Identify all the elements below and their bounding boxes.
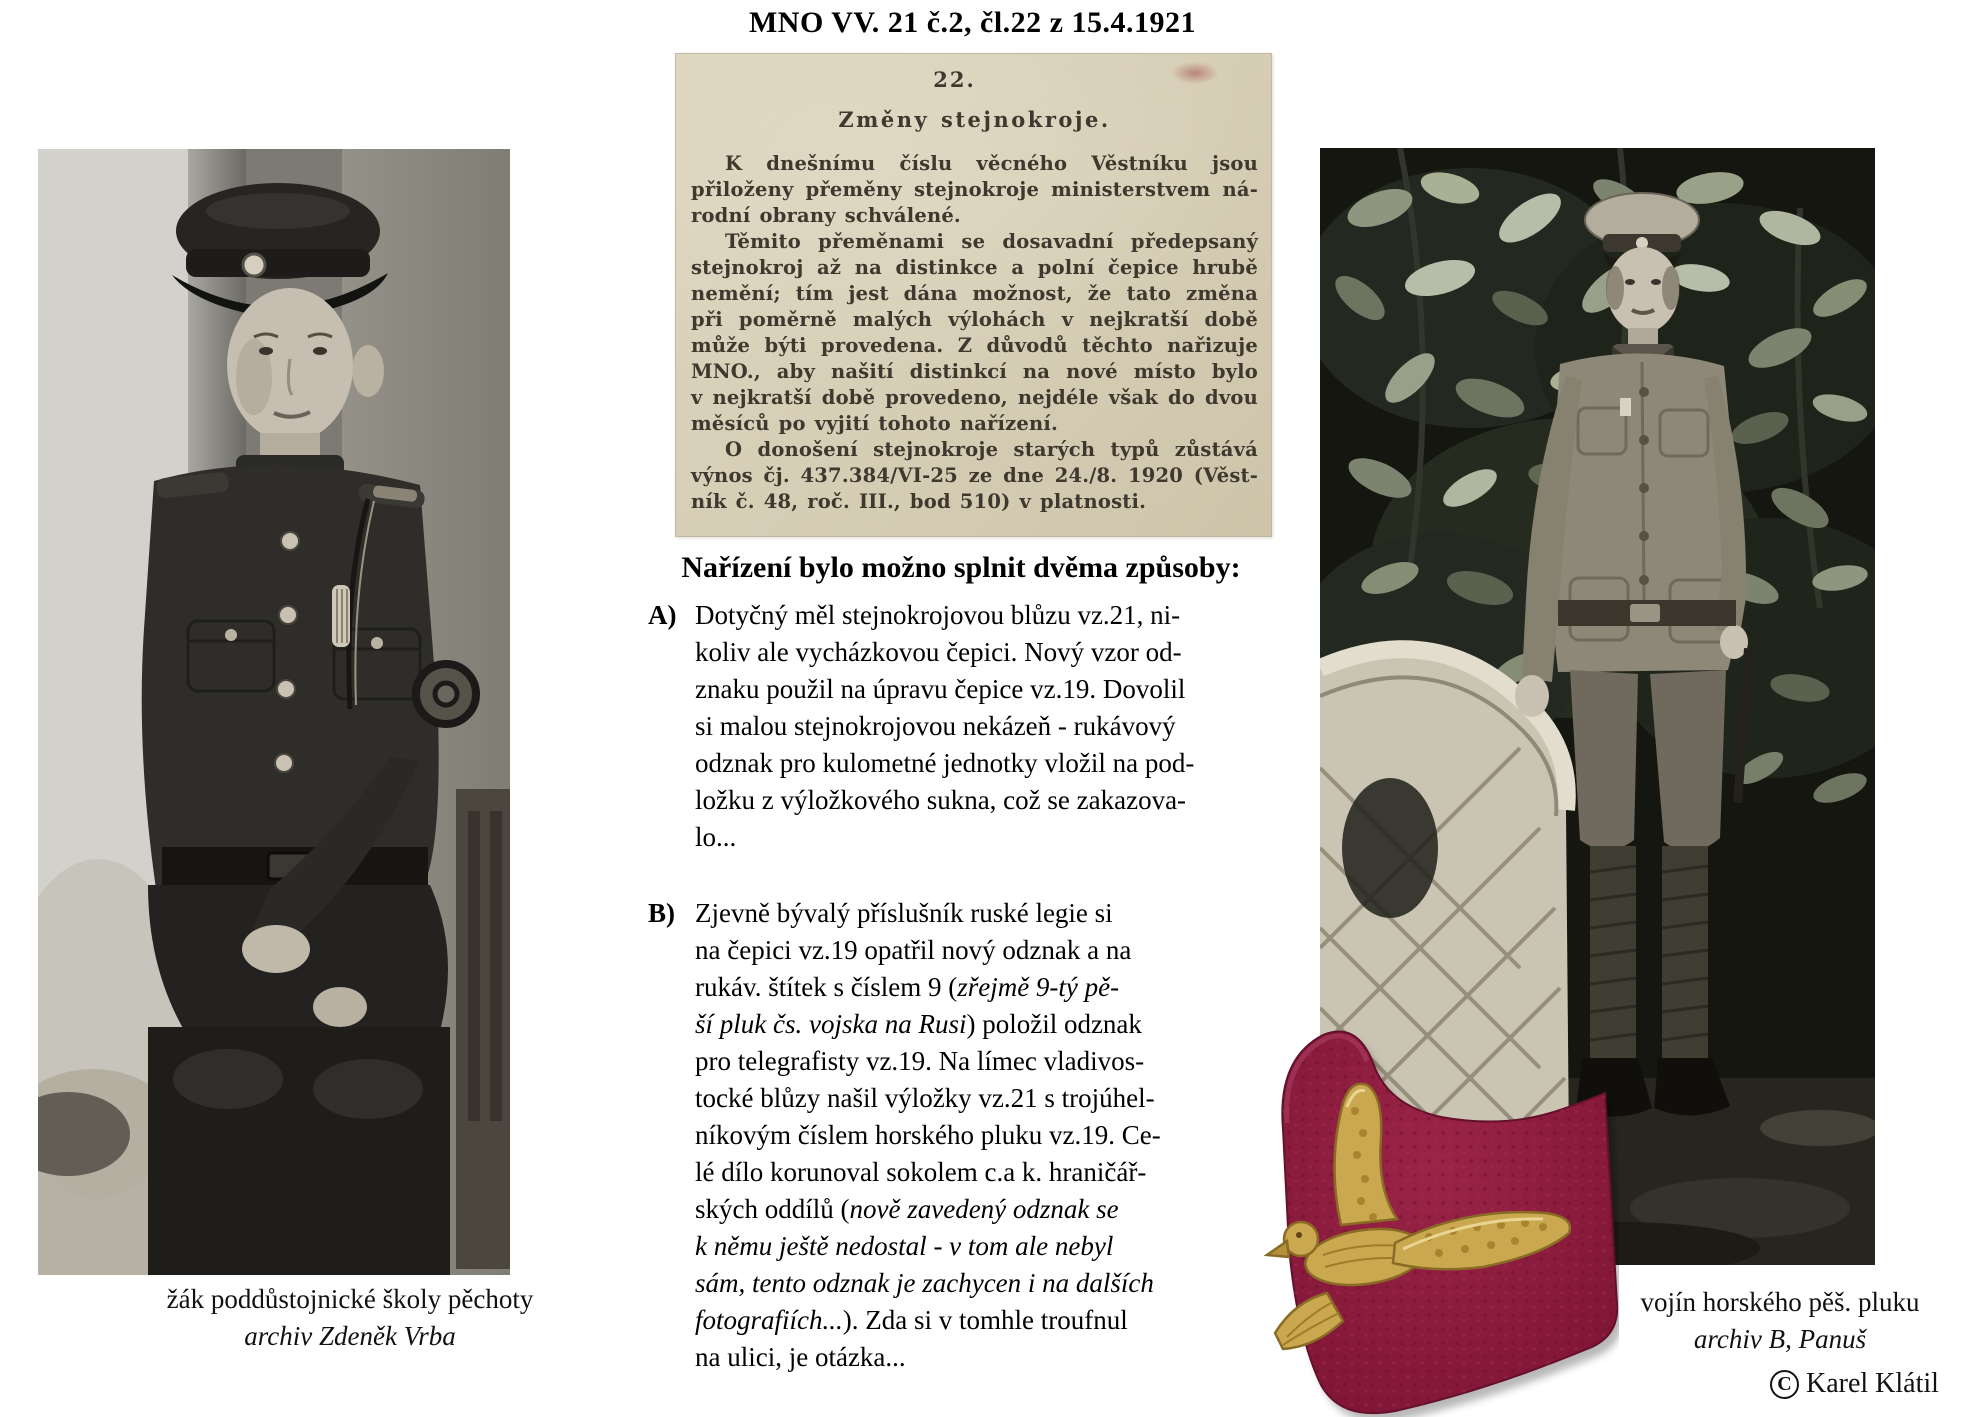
text-line: koliv ale vycházkovou čepici. Nový vzor od- (695, 637, 1182, 667)
caption-archive-credit: archiv Zdeněk Vrba (244, 1321, 456, 1351)
text-segment: lé dílo korunoval sokolem c.a k. hraničář- (695, 1157, 1147, 1187)
text-line: ložku z výložkového sukna, což se zakazova- (695, 785, 1187, 815)
italic-text-segment: sám, tento odznak je zachycen i na dalších (695, 1268, 1154, 1298)
text-line (695, 1302, 1268, 1339)
caption-text: žák poddůstojnické školy pěchoty (166, 1284, 534, 1314)
section-heading: Nařízení bylo možno splnit dvěma způsoby: (681, 551, 1241, 584)
text-line: může býti provedena. Z důvodů těchto nařizuje (691, 334, 1258, 357)
text-segment: na čepici vz.19 opatřil nový odznak a na (695, 935, 1132, 965)
left-photo-caption (120, 1281, 580, 1355)
page-title: MNO VV. 21 č.2, čl.22 z 15.4.1921 (748, 6, 1197, 39)
copyright-name: Karel Klátil (1806, 1368, 1939, 1399)
left-photo (38, 149, 510, 1275)
item-b-label: B) (648, 898, 675, 928)
italic-text-segment: ší pluk čs. vojska na Rusi (695, 1009, 967, 1039)
cap-badge-icon (243, 254, 265, 276)
text-line (695, 895, 1268, 932)
text-segment: na ulici, je otázka... (695, 1342, 906, 1372)
clipping-heading: Změny stejnokroje. (838, 107, 1111, 132)
text-line (695, 1154, 1268, 1191)
text-line (695, 1117, 1268, 1154)
text-segment: ských oddílů ( (695, 1194, 850, 1224)
clipping-paragraph (691, 151, 1258, 229)
newspaper-clipping (675, 53, 1272, 537)
clipping-paragraph (691, 229, 1258, 437)
text-line (695, 932, 1268, 969)
italic-text-segment: zřejmě 9-tý pě- (957, 972, 1120, 1002)
text-line: lo... (695, 822, 737, 852)
caption-archive-credit: archiv B, Panuš (1693, 1324, 1867, 1354)
collar-patch-image (1243, 1003, 1619, 1417)
text-segment: pro telegrafisty vz.19. Na límec vladivos- (695, 1046, 1145, 1076)
clipping-paragraph (691, 437, 1258, 515)
text-line: stejnokroj až na distinkce a polní čepice hrubě (691, 256, 1258, 279)
caption-text: vojín horského pěš. pluku (1640, 1287, 1920, 1317)
text-line: znaku použil na úpravu čepice vz.19. Dovolil (695, 674, 1186, 704)
chair-back (456, 789, 510, 1269)
text-line: nemění; tím jest dána možnost, že tato změna (691, 282, 1258, 305)
text-line: v nejkratší době provedeno, nejdéle však do dvou (691, 386, 1258, 409)
list-item-b (648, 895, 1268, 1376)
text-line: Dotyčný měl stejnokrojovou blůzu vz.21, ni- (695, 600, 1181, 630)
item-b-text (695, 895, 1268, 1376)
text-segment: tocké blůzy našil výložky vz.21 s trojúhel- (695, 1083, 1155, 1113)
text-line (695, 1080, 1268, 1117)
text-line (695, 1228, 1268, 1265)
text-line (695, 1191, 1268, 1228)
text-line (695, 1265, 1268, 1302)
text-line: odznak pro kulometné jednotky vložil na pod- (695, 748, 1195, 778)
text-line (695, 969, 1268, 1006)
text-line: Těmito přeměnami se dosavadní předepsaný (725, 230, 1258, 253)
italic-text-segment: fotografiích... (695, 1305, 843, 1335)
text-line: přiloženy přeměny stejnokroje ministerstvem ná- (691, 178, 1258, 201)
text-segment: rukáv. štítek s číslem 9 ( (695, 972, 958, 1002)
text-line: MNO., aby našití distinkcí na nové místo bylo (691, 360, 1258, 383)
text-line: rodní obrany schválené. (691, 204, 961, 227)
text-line: při poměrně malých výlohách v nejkratší době (691, 308, 1258, 331)
text-line: si malou stejnokrojovou nekázeň - rukávový (695, 711, 1176, 741)
right-photo-caption (1610, 1284, 1950, 1358)
text-line: O donošení stejnokroje starých typů zůstává (725, 438, 1258, 461)
text-segment: Zjevně bývalý příslušník ruské legie si (695, 898, 1113, 928)
text-segment: níkovým číslem horského pluku vz.19. Ce- (695, 1120, 1161, 1150)
medal-ribbon (1620, 398, 1631, 416)
item-a-text (695, 597, 1268, 856)
item-a-label: A) (648, 600, 677, 630)
copyright-symbol-icon: C (1770, 1370, 1799, 1399)
text-line: měsíců po vyjití tohoto nařízení. (691, 412, 1058, 435)
text-segment: ) položil odznak (966, 1009, 1142, 1039)
text-line (695, 1339, 1268, 1376)
text-segment: ). Zda si v tomhle troufnul (842, 1305, 1128, 1335)
text-line: výnos čj. 437.384/VI-25 ze dne 24./8. 1920 (Věst- (691, 464, 1258, 487)
text-line: ník č. 48, roč. III., bod 510) v platnosti. (691, 490, 1147, 513)
text-line (695, 1006, 1268, 1043)
text-line (695, 1043, 1268, 1080)
list-item-a (648, 597, 1268, 856)
copyright (1770, 1368, 1939, 1400)
italic-text-segment: nově zavedený odznak se (849, 1194, 1119, 1224)
text-line: K dnešnímu číslu věcného Věstníku jsou (725, 152, 1258, 175)
clipping-article-number: 22. (933, 67, 976, 92)
italic-text-segment: k němu ještě nedostal - v tom ale nebyl (695, 1231, 1114, 1261)
